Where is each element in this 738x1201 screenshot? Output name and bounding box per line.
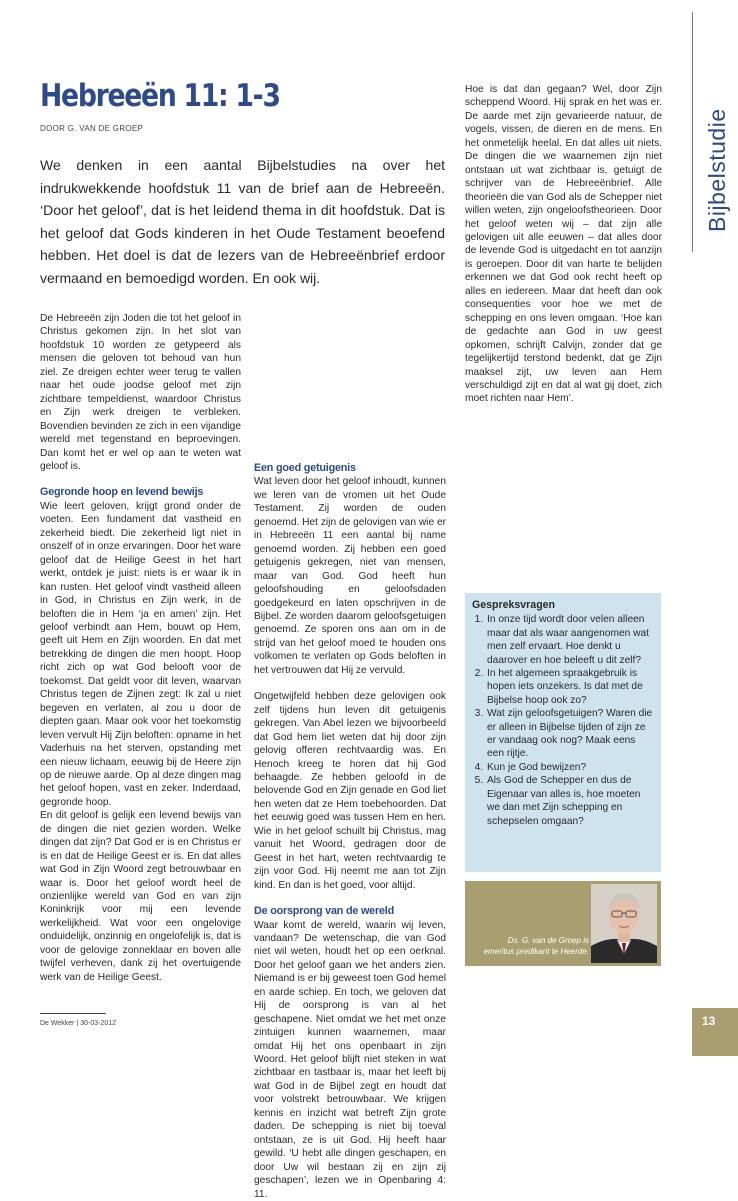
author-portrait xyxy=(591,884,657,963)
question-item: 3. Wat zijn geloofsgetuigen? Waren die er alleen in Bijbelse tijden of zijn ze er vandaag ook nog? Maak eens een rijtje. xyxy=(486,707,653,761)
portrait-image xyxy=(591,884,657,963)
article-title: Hebreeën 11: 1-3 xyxy=(40,78,280,114)
discussion-questions-box xyxy=(465,593,661,872)
footer-publication: De Wekker | 30-03-2012 xyxy=(40,1020,116,1027)
caption-line: Ds. G. van de Groep is xyxy=(471,935,589,946)
discussion-heading: Gespreksvragen xyxy=(472,599,653,612)
body-paragraph: Waar komt de wereld, waarin wij leven, vandaan? De wetenschap, die van God niet wil weten, houdt het op een oerknal. Door het geloof gaan we het anders zien. Niemand is er bij geweest toen God hemel en aarde schiep. En toch, we geloven dat Hij de oorsprong is van al het geschapene. Niet omdat we het met onze zintuigen kunnen waarnemen, maar omdat Hij het ons openbaart in zijn Woord. Het geloof blijft niet steken in wat zichtbaar en tastbaar is, maar het leeft bij wat God in de Bijbel zegt en houdt dat voor volstrekt betrouwbaar. We krijgen kennis en inzicht wat betreft Zijn grote daden. De schepping is niet bij toeval ontstaan, ze is uit God. Hij heeft haar gewild. ‘U hebt alle dingen geschapen, en door Uw wil bestaan zij en zijn zij geschapen’, lezen we in Openbaring 4: 11. xyxy=(254,919,446,1201)
question-item: 5. Als God de Schepper en dus de Eigenaar van alles is, hoe moeten we dan met Zijn schepping en schepselen omgaan? xyxy=(486,774,653,828)
caption-line: emeritus predikant te Heerde. xyxy=(471,946,589,957)
author-photo-block xyxy=(465,881,661,966)
intro-paragraph: We denken in een aantal Bijbelstudies na over het indrukwekkende hoofdstuk 11 van de brief aan de Hebreeën. ‘Door het geloof’, dat is het leidend thema in dit hoofdstuk. Dat is het geloof dat Gods kinderen in het Oude Testament beoefend hebben. Het doel is dat de lezers van de Hebreeënbrief erdoor vermaand en bemoedigd worden. En ook wij. xyxy=(40,154,445,289)
footer-rule xyxy=(40,1013,106,1014)
question-item: 2. In het algemeen spraakgebruik is hopen iets onzekers. Is dat met de Bijbelse hoop ook zo? xyxy=(486,667,653,707)
column-1 xyxy=(40,312,241,984)
question-list xyxy=(472,613,653,828)
photo-caption xyxy=(471,935,589,957)
section-heading: Een goed getuigenis xyxy=(254,462,446,475)
column-3 xyxy=(465,83,662,406)
section-label: Bijbelstudie xyxy=(704,108,731,232)
body-paragraph: Wie leert geloven, krijgt grond onder de voeten. Een fundament dat vastheid en zekerheid biedt. Die zekerheid ligt niet in onszelf of in onze ervaringen. Door het ware geloof dat de Heilige Geest in het hart werkt, ontdek je juist: niets is er waar ik in kan rusten. Het geloof vindt vastheid alleen in God, in Christus en Zijn werk, in de beloften die in Hem ‘ja en amen’ zijn. Het geloof verbindt aan Hem, bouwt op Hem, geeft uit Hem en Zijn woorden. En dat met betrekking de dingen die men hoopt. Hoop richt zich op wat God belooft voor de toekomst. Dat geldt voor dit leven, waarvan Christus tegen de Zijnen zegt: Ik zal u niet begeven en verlaten, al zou u door de diepten gaan. Maar ook voor het toekomstig leven vervult Hij Zijn beloften: opname in het Vaderhuis na het sterven, opstanding met een nieuw lichaam, eeuwig bij de Heere zijn op de nieuwe aarde. Op al deze dingen mag het geloof hopen, vast en zeker. Inderdaad, gegronde hoop. xyxy=(40,500,241,809)
page-number: 13 xyxy=(692,1008,738,1056)
body-paragraph: En dit geloof is gelijk een levend bewijs van de dingen die niet gezien worden. Welke dingen dat zijn? Dat God er is en Christus er is en dat de Heilige Geest er is. En dat alles wat God in Zijn Woord zegt betrouwbaar en waar is. Door het geloof wordt heel de onzienlijke wereld van God en van zijn Koninkrijk voor mij een levende werkelijkheid. Wat voor een ongelovige onduidelijk, onzinnig en ongelofelijk is, dat is voor de gelovige zonneklaar en boven alle twijfel verheven, dank zij het overtuigende werk van de Heilige Geest. xyxy=(40,809,241,984)
body-paragraph: Hoe is dat dan gegaan? Wel, door Zijn scheppend Woord. Hij sprak en het was er. De aarde met zijn gevarieerde natuur, de vogels, vissen, de dieren en de mens. En het onmetelijk heelal. En dat alles uit niets. De dingen die we waarnemen zijn niet ontstaan uit wat zichtbaar is, getuigt de schrijver van de Hebreeënbrief. Alle theorieën die van God als de Schepper niet willen weten, zijn ongeloofstheorieen. Door het geloof weten wij – dat zijn alle gelovigen uit alle eeuwen – dat alles door de levende God is uitgedacht en tot aanzijn is geroepen. Door dit van harte te belijden erkennen we dat God ook recht heeft op alles en iedereen. Maar dat heeft dan ook consequenties voor hoe we met de schepping en ons leven omgaan. ‘Hoe kan de gedachte aan God in uw geest opkomen, schrijft Calvijn, zonder dat ge tegelijkertijd terstond bedenkt, dat ge Zijn maaksel zijt, uw leven aan Hem verschuldigd zijt en dat al wat gij doet, zich moet richten naar Hem’. xyxy=(465,83,662,406)
question-item: 1. In onze tijd wordt door velen alleen maar dat als waar aangenomen wat men zelf ervaart. Hoe denkt u daarover en hoe beleeft u dit zelf? xyxy=(486,613,653,667)
section-heading: De oorsprong van de wereld xyxy=(254,905,446,918)
author-byline: DOOR G. VAN DE GROEP xyxy=(40,124,143,133)
body-paragraph: De Hebreeën zijn Joden die tot het geloof in Christus gekomen zijn. In het slot van hoofdstuk 10 worden ze getypeerd als mensen die geloven tot behoud van hun ziel. Ze dreigen echter weer terug te vallen naar het oude joodse geloof met zijn zichtbare tempeldienst, waardoor Christus en Zijn werk dreigen te verbleken. Bovendien bevinden ze zich in een vijandige wereld met tegenstand en beproevingen. Dan komt het er wel op aan te weten wat geloof is. xyxy=(40,312,241,473)
body-paragraph: Ongetwijfeld hebben deze gelovigen ook zelf tijdens hun leven dit getuigenis gekregen. Van Abel lezen we bijvoorbeeld dat God hem liet weten dat hij door zijn gelovig offeren rechtvaardig was. En Henoch kreeg te horen dat hij God behaagde. Ze hebben geloofd in de belovende God en Zijn genade en God liet hen weten dat ze Hem toebehoorden. Dat het eeuwig goed was tussen Hem en hen. Wie in het geloof schuilt bij Christus, mag vanuit het Woord, gedragen door de Geest in het hart, weten rechtvaardig te zijn voor God. Hij neemt me aan tot Zijn kind. En dan is het goed, voor altijd. xyxy=(254,690,446,892)
question-item: 4. Kun je God bewijzen? xyxy=(486,761,653,774)
body-paragraph: Wat leven door het geloof inhoudt, kunnen we leren van de vromen uit het Oude Testament. Zij worden de ouden genoemd. Het zijn de gelovigen van wie er in Hebreeën 11 een aantal bij name genoemd worden. Zij hebben een goed getuigenis gekregen, niet van mensen, maar van God. God heeft hun geloofshouding en geloofsdaden goedgekeurd en laten opschrijven in de Bijbel. Ze worden daarom geloofsgetuigen genoemd. Ze sporen ons aan om in de strijd van het geloof moed te houden ons volkomen te verlaten op Gods beloften in het vertrouwen dat Hij ze vervuld. xyxy=(254,475,446,677)
side-rule xyxy=(692,12,693,252)
section-heading: Gegronde hoop en levend bewijs xyxy=(40,486,241,499)
